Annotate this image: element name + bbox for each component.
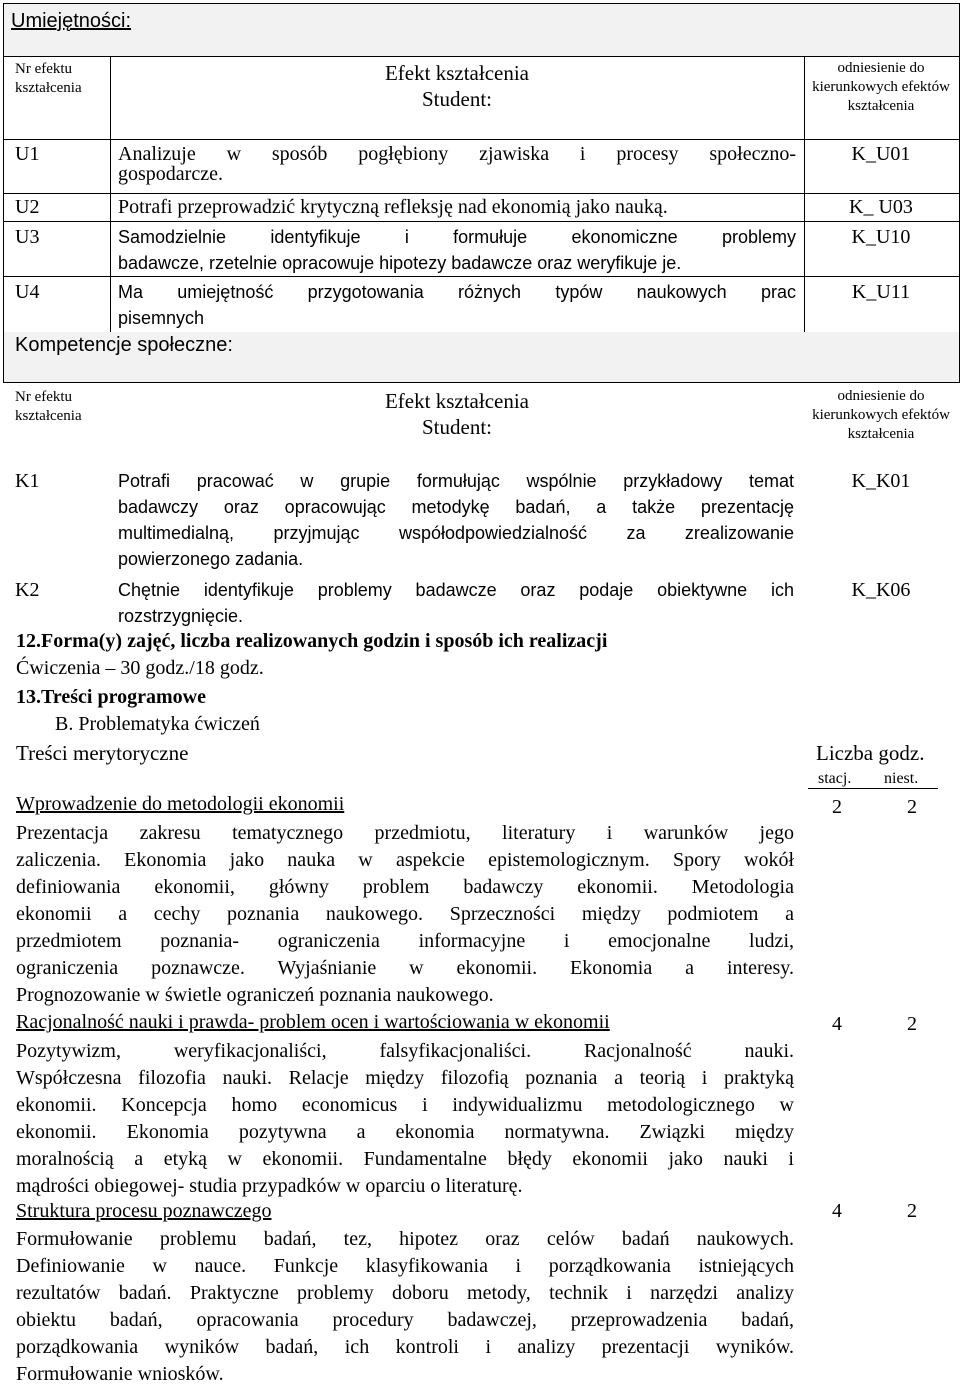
section-12-title: 12.Forma(y) zajęć, liczba realizowanych godzin i sposób ich realizacji — [16, 630, 608, 652]
skills-section-band — [3, 3, 960, 57]
topic-hours-niest: 2 — [907, 796, 917, 818]
skills-row-text: Potrafi przeprowadzić krytyczną refleksję nad ekonomią jako nauką. — [118, 196, 668, 218]
competences-row-id: K1 — [15, 470, 40, 492]
skills-row-id: U3 — [15, 226, 40, 248]
topic-description: Formułowanie problemu badań, tez, hipotez oraz celów badań naukowych. Definiowanie w nauce. Funkcje klasyfikowania i porządkowania istniejących rezultatów badań. Praktyczne problemy doboru metody, technik i narzędzi analizy obiektu badań, opracowania procedury badawczej, przeprowadzenia badań, porządkowania wyników badań, ich kontroli i analizy prezentacji wyników. Formułowanie wniosków. — [16, 1228, 794, 1385]
competences-section-band — [3, 332, 960, 383]
skills-header-ref: odniesienie do kierunkowych efektów kształcenia — [812, 60, 950, 114]
competences-header-nr: Nr efektu kształcenia — [15, 389, 82, 424]
skills-row-id: U2 — [15, 196, 40, 218]
topic-title: Racjonalność nauki i prawda- problem ocen i wartościowania w ekonomii — [16, 1011, 610, 1033]
skills-row-id: U4 — [15, 281, 40, 303]
competences-header-effect: Efekt kształcenia Student: — [384, 389, 529, 439]
topic-hours-stacj: 4 — [832, 1200, 842, 1222]
competences-row-text: Chętnie identyfikuje problemy badawcze oraz podaje obiektywne ich rozstrzygnięcie. — [118, 580, 794, 626]
topic-hours-stacj: 2 — [832, 796, 842, 818]
competences-row-text: Potrafi pracować w grupie formułując wspólnie przykładowy temat badawczy oraz opracowując metodykę badań, a także prezentację multimedialną, przyjmując współodpowiedzialność za zrealizowanie powierzonego zadania. — [118, 471, 794, 569]
skills-row-ref: K_U01 — [851, 143, 911, 165]
skills-row-ref: K_U10 — [851, 226, 911, 248]
skills-header-effect: Efekt kształcenia Student: — [384, 61, 529, 111]
section-13-subtitle: B. Problematyka ćwiczeń — [55, 713, 260, 735]
section-12-text: Ćwiczenia – 30 godz./18 godz. — [16, 657, 264, 679]
skills-row-text: Analizuje w sposób pogłębiony zjawiska i procesy społeczno- gospodarcze. — [118, 143, 796, 185]
section-13-title: 13.Treści programowe — [16, 686, 206, 708]
skills-row-text: Ma umiejętność przygotowania różnych typów naukowych prac pisemnych — [118, 282, 796, 328]
hours-stacj-header: stacj. — [818, 770, 852, 787]
topic-title: Wprowadzenie do metodologii ekonomii — [16, 793, 345, 815]
content-column-header: Treści merytoryczne — [16, 741, 189, 765]
topic-hours-stacj: 4 — [832, 1013, 842, 1035]
competences-section-label: Kompetencje społeczne: — [15, 334, 233, 356]
skills-row-ref: K_ U03 — [849, 196, 913, 218]
competences-row-id: K2 — [15, 579, 40, 601]
topic-title: Struktura procesu poznawczego — [16, 1200, 272, 1222]
hours-column-header: Liczba godz. — [816, 741, 925, 765]
competences-row-ref: K_K06 — [851, 579, 911, 601]
topic-hours-niest: 2 — [907, 1200, 917, 1222]
competences-row-ref: K_K01 — [851, 470, 911, 492]
topic-description: Pozytywizm, weryfikacjonaliści, falsyfikacjonaliści. Racjonalność nauki. Współczesna filozofia nauki. Relacje między filozofią poznania a teorią i praktyką ekonomii. Koncepcja homo economicus i indywidualizmu metodologicznego w ekonomii. Ekonomia pozytywna a ekonomia normatywna. Związki między moralnością a etyką w ekonomii. Fundamentalne błędy ekonomii jako nauki i mądrości obiegowej- studia przypadków w oparciu o literaturę. — [16, 1040, 794, 1197]
skills-row-ref: K_U11 — [851, 281, 911, 303]
topic-description: Prezentacja zakresu tematycznego przedmiotu, literatury i warunków jego zaliczenia. Ekonomia jako nauka w aspekcie epistemologicznym. Spory wokół definiowania ekonomii, główny problem badawczy ekonomii. Metodologia ekonomii a cechy poznania naukowego. Sprzeczności między podmiotem a przedmiotem poznania- ograniczenia informacyjne i emocjonalne ludzi, ograniczenia poznawcze. Wyjaśnianie w ekonomii. Ekonomia a interesy. Prognozowanie w świetle ograniczeń poznania naukowego. — [16, 822, 794, 1006]
skills-row-id: U1 — [15, 143, 40, 165]
skills-section-label: Umiejętności: — [11, 10, 132, 32]
competences-header-ref: odniesienie do kierunkowych efektów kształcenia — [812, 388, 950, 442]
skills-header-nr: Nr efektu kształcenia — [15, 61, 82, 96]
skills-row-text: Samodzielnie identyfikuje i formułuje ekonomiczne problemy badawcze, rzetelnie opracowuje hipotezy badawcze oraz weryfikuje je. — [118, 227, 796, 273]
hours-niest-header: niest. — [884, 770, 919, 787]
topic-hours-niest: 2 — [907, 1013, 917, 1035]
